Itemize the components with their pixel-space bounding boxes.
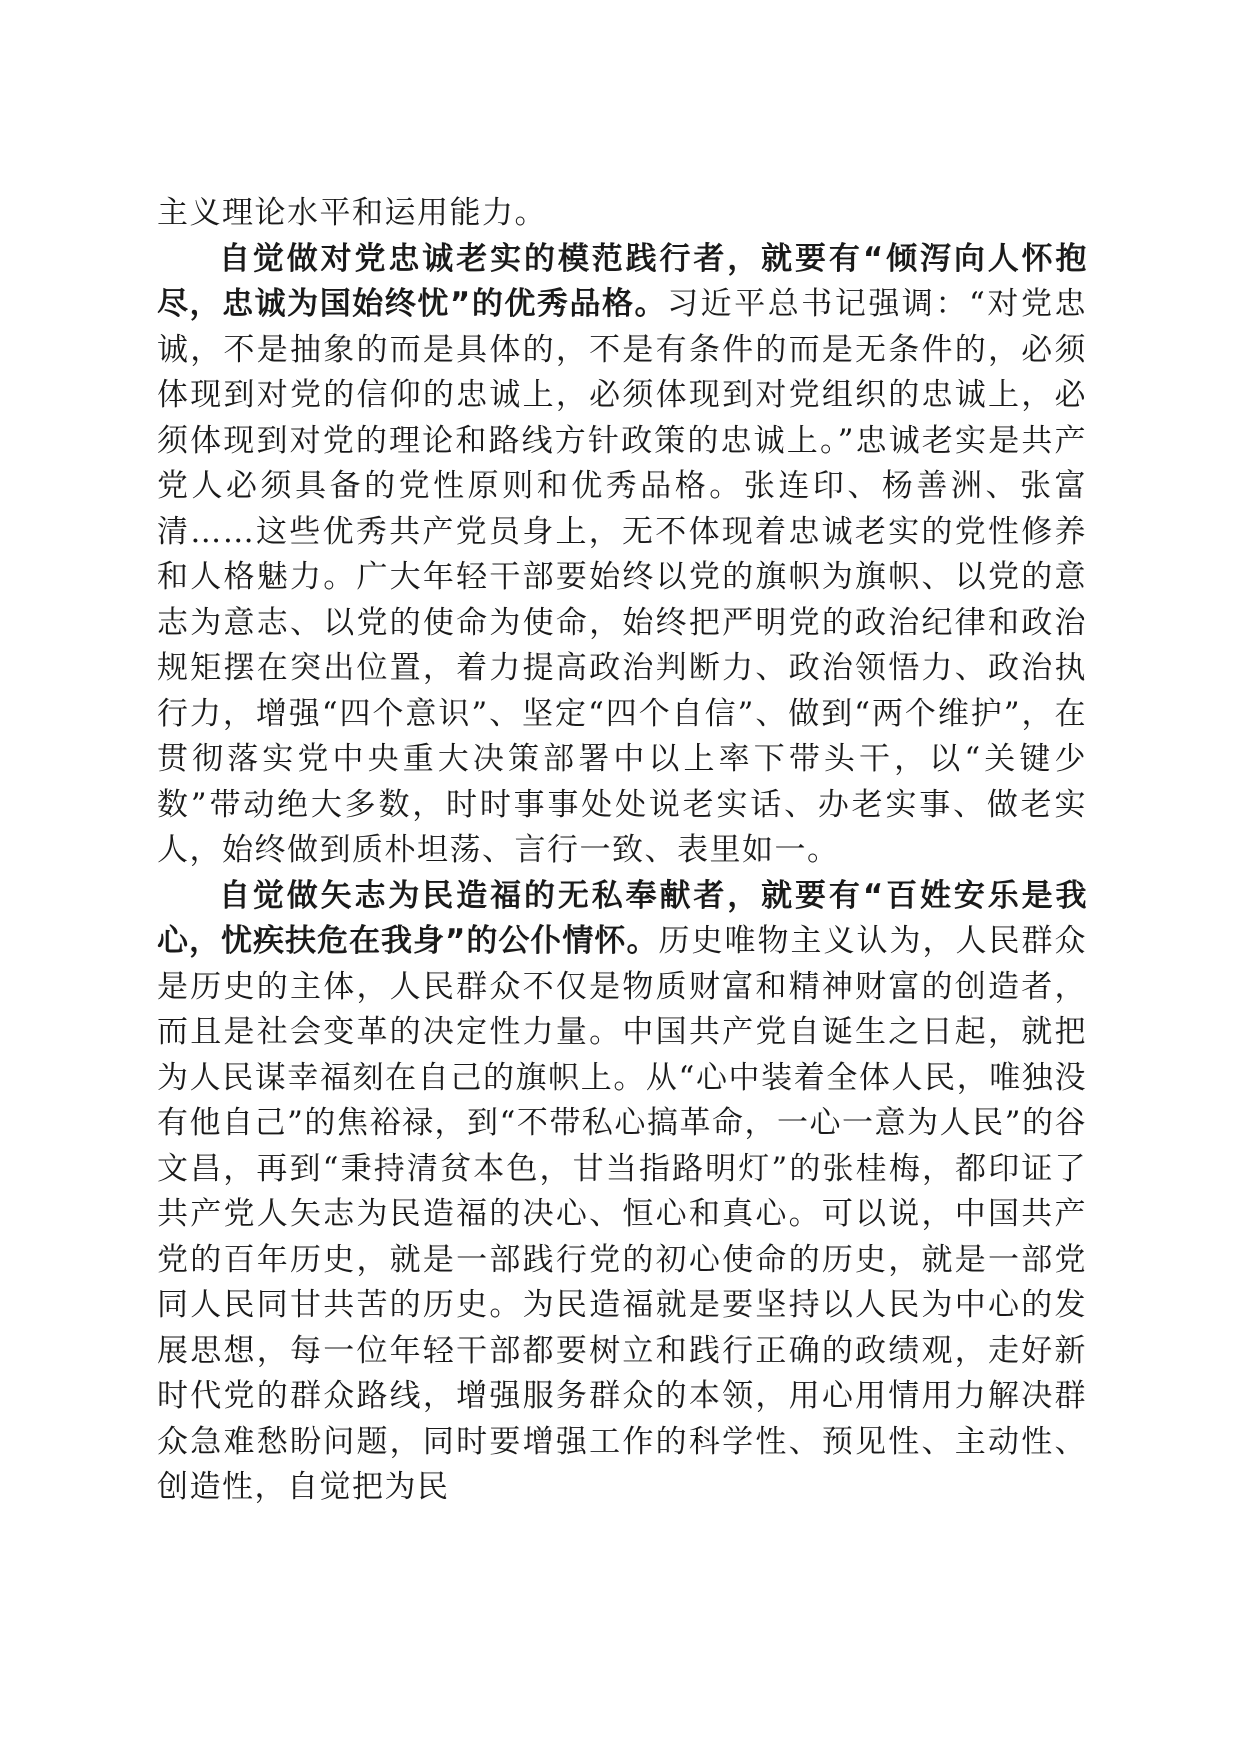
- paragraph-body: 主义理论水平和运用能力。: [157, 195, 547, 231]
- document-body: [157, 191, 1087, 1511]
- paragraph-lead-heading: 自觉做矢志为民造福的无私奉献者，就要有“百姓安乐是我心，忧疾扶危在我身”的公仆情怀。: [157, 877, 1087, 959]
- paragraph-body: 习近平总书记强调：“对党忠诚，不是抽象的而是具体的，不是有条件的而是无条件的，必须体现到对党的信仰的忠诚上，必须体现到对党组织的忠诚上，必须体现到对党的理论和路线方针政策的忠诚上。”忠诚老实是共产党人必须具备的党性原则和优秀品格。张连印、杨善洲、张富清……这些优秀共产党员身上，无不体现着忠诚老实的党性修养和人格魅力。广大年轻干部要始终以党的旗帜为旗帜、以党的意志为意志、以党的使命为使命，始终把严明党的政治纪律和政治规矩摆在突出位置，着力提高政治判断力、政治领悟力、政治执行力，增强“四个意识”、坚定“四个自信”、做到“两个维护”，在贯彻落实党中央重大决策部署中以上率下带头干，以“关键少数”带动绝大多数，时时事事处处说老实话、办老实事、做老实人，始终做到质朴坦荡、言行一致、表里如一。: [157, 286, 1087, 868]
- paragraph-serve-people: [157, 874, 1087, 1511]
- paragraph-continuation: [157, 191, 1087, 237]
- paragraph-body: 历史唯物主义认为，人民群众是历史的主体，人民群众不仅是物质财富和精神财富的创造者，而且是社会变革的决定性力量。中国共产党自诞生之日起，就把为人民谋幸福刻在自己的旗帜上。从“心中装着全体人民，唯独没有他自己”的焦裕禄，到“不带私心搞革命，一心一意为人民”的谷文昌，再到“秉持清贫本色，甘当指路明灯”的张桂梅，都印证了共产党人矢志为民造福的决心、恒心和真心。可以说，中国共产党的百年历史，就是一部践行党的初心使命的历史，就是一部党同人民同甘共苦的历史。为民造福就是要坚持以人民为中心的发展思想，每一位年轻干部都要树立和践行正确的政绩观，走好新时代党的群众路线，增强服务群众的本领，用心用情用力解决群众急难愁盼问题，同时要增强工作的科学性、预见性、主动性、创造性，自觉把为民: [157, 923, 1088, 1505]
- paragraph-loyalty: [157, 237, 1087, 874]
- paragraph-lead-heading: 自觉做对党忠诚老实的模范践行者，就要有“倾泻向人怀抱尽，忠诚为国始终忧”的优秀品格。: [157, 240, 1087, 322]
